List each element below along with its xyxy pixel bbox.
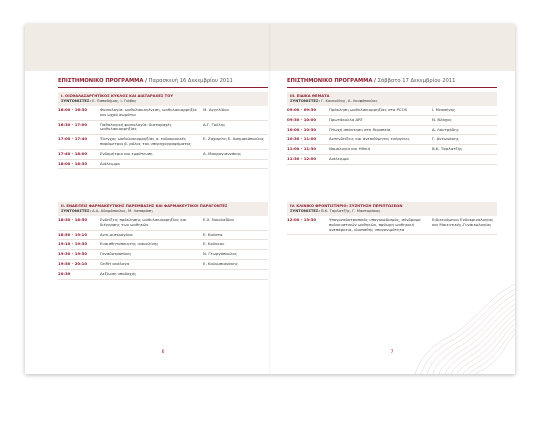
session-header <box>287 92 497 106</box>
program-row: 18:50 - 19:10 Αντι-οιστρογόνα Ε. Κούστα <box>58 231 268 241</box>
session-3 <box>287 92 497 165</box>
session-chairs: ΣΥΝΤΟΝΙΣΤΕΣ: Ε. Παπαδήμας, Ι. Γιάβος <box>61 99 137 103</box>
session-chairs: ΣΥΝΤΟΝΙΣΤΕΣ: Δ.Α. Αδαμόπουλος, Μ. Λαπαράση <box>61 209 153 213</box>
program-row: 20:30 Δεξίωση υποδοχής <box>58 270 268 280</box>
program-title: ΕΠΙΣΤΗΜΟΝΙΚΟ ΠΡΟΓΡΑΜΜΑ <box>287 78 373 84</box>
session-header <box>58 202 268 216</box>
program-row: 12:00 - 13:30 Υπογοναδοτροπικός υπογοναδισμός, σύνδρομο πολυκυστικών ωοθηκών, πρόωρη ωοθηκική ανεπάρκεια, ιδιοπαθής υπογονιμότητα Ειδικευόμενοι Ενδοκρινολογίας και Μαιευτικής-Γυναικολογίας <box>287 216 497 235</box>
title-separator: / <box>374 78 376 84</box>
left-page <box>58 24 268 374</box>
program-date: Παρασκευή 16 Δεκεμβρίου 2011 <box>148 78 233 84</box>
session-title: ΙΙ. ΕΝΔΕΙΞΕΙΣ ΦΑΡΜΑΚΕΥΤΙΚΗΣ ΠΑΡΕΜΒΑΣΗΣ ΚΑΙ ΦΑΡΜΑΚΕΥΤΙΚΟΙ ΠΑΡΑΓΟΝΤΕΣ <box>61 204 228 208</box>
program-row: 18:30 - 18:50 Ενδείξεις πρόκλησης ωοθυλακιορρηξίας και διέγερσης των ωοθηκών Ε.Χ. Νικολαΐδου <box>58 216 268 231</box>
brochure-spread <box>25 24 515 374</box>
program-row: 18:00 - 18:30 Διάλειμμα <box>58 160 268 170</box>
session-4 <box>287 202 497 235</box>
program-row: 10:00 - 10:30 Πτωχή απάντηση στη θεραπεία Δ. Λουτράδης <box>287 126 497 136</box>
program-row: 11:00 - 11:30 Νομολογία και Ηθική Β.Κ. Ταρλατζής <box>287 145 497 155</box>
program-row: 09:30 - 10:00 Πρωτόκολλα ART Ν. Βλάχος <box>287 116 497 126</box>
session-2 <box>58 202 268 280</box>
right-page <box>287 24 497 374</box>
session-1 <box>58 92 268 169</box>
center-fold <box>269 24 271 374</box>
program-row: 17:00 - 17:40 Έλεγχος ωοθυλακιορρηξίας α. ενδοκρινικές παράμετροι β. ρόλος του υπερηχογραφήματος Ε. Ζαχαρίτη Ε. Ασημακόπουλος <box>58 135 268 150</box>
program-row: 09:00 - 09:30 Πρόκληση ωοθυλακιορρηξίας στο PCOS Ι. Μεσσήνης <box>287 106 497 116</box>
program-row: 10:30 - 11:00 Αντενδείξεις και ανεπιθύμητες ενέργειες Γ. Αντωνάκης <box>287 135 497 145</box>
session-title: ΙV. ΚΛΙΝΙΚΟ ΦΡΟΝΤΙΣΤΗΡΙΟ: ΣΥΖΗΤΗΣΗ ΠΕΡΙΠΤΩΣΕΩΝ <box>290 204 403 208</box>
program-row: 16:30 - 17:00 Παθολογική φυσιολογία: διαταραχές ωοθυλακιορρηξίας Δ.Γ. Γούλης <box>58 121 268 136</box>
title-underline <box>287 87 497 88</box>
session-header <box>287 202 497 216</box>
page-number: 6 <box>161 350 165 355</box>
session-title: ΙΙΙ. ΕΙΔΙΚΑ ΘΕΜΑΤΑ <box>290 94 330 98</box>
page-title <box>58 78 268 84</box>
program-row: 11:30 - 12:00 Διάλειμμα <box>287 155 497 165</box>
page-number: 7 <box>390 350 394 355</box>
program-title: ΕΠΙΣΤΗΜΟΝΙΚΟ ΠΡΟΓΡΑΜΜΑ <box>58 78 144 84</box>
session-chairs: ΣΥΝΤΟΝΙΣΤΕΣ: Β.Κ. Ταρλατζής, Γ. Μαστοράκος <box>290 209 381 213</box>
program-date: Σάββατο 17 Δεκεμβρίου 2011 <box>377 78 456 84</box>
program-row: 16:00 - 16:30 Φυσιολογία: ωοθυλακιογένεση, ωοθυλακιορρηξία και ωχρό σωμάτιο Μ. Αγγελίδου <box>58 106 268 121</box>
title-separator: / <box>145 78 147 84</box>
program-row: 19:50 - 20:10 GnRH ανάλογα Ε. Κολυμπιανάκης <box>58 260 268 270</box>
program-row: 17:40 - 18:00 Ενδομήτριο και εμφύτευση Α. Μαυρογιαννάκης <box>58 150 268 160</box>
session-title: Ι. ΟΙΣΘΑΛΑΣΑΡΓΗΤΙΚΟΣ ΚΥΚΛΟΣ ΚΑΙ ΔΙΑΤΑΡΑΧΕΣ ΤΟΥ <box>61 94 174 98</box>
page-title <box>287 78 497 84</box>
title-underline <box>58 87 268 88</box>
program-row: 19:30 - 19:50 Γοναδοτροπίνες Ν. Γεωργόπουλος <box>58 250 268 260</box>
session-chairs: ΣΥΝΤΟΝΙΣΤΕΣ: Γ. Κουκούλης, Α. Λουφόπουλος <box>290 99 378 103</box>
session-header <box>58 92 268 106</box>
program-row: 19:10 - 19:30 Ευαισθητοποιητής ινσουλίνης Ε. Κούκκου <box>58 240 268 250</box>
